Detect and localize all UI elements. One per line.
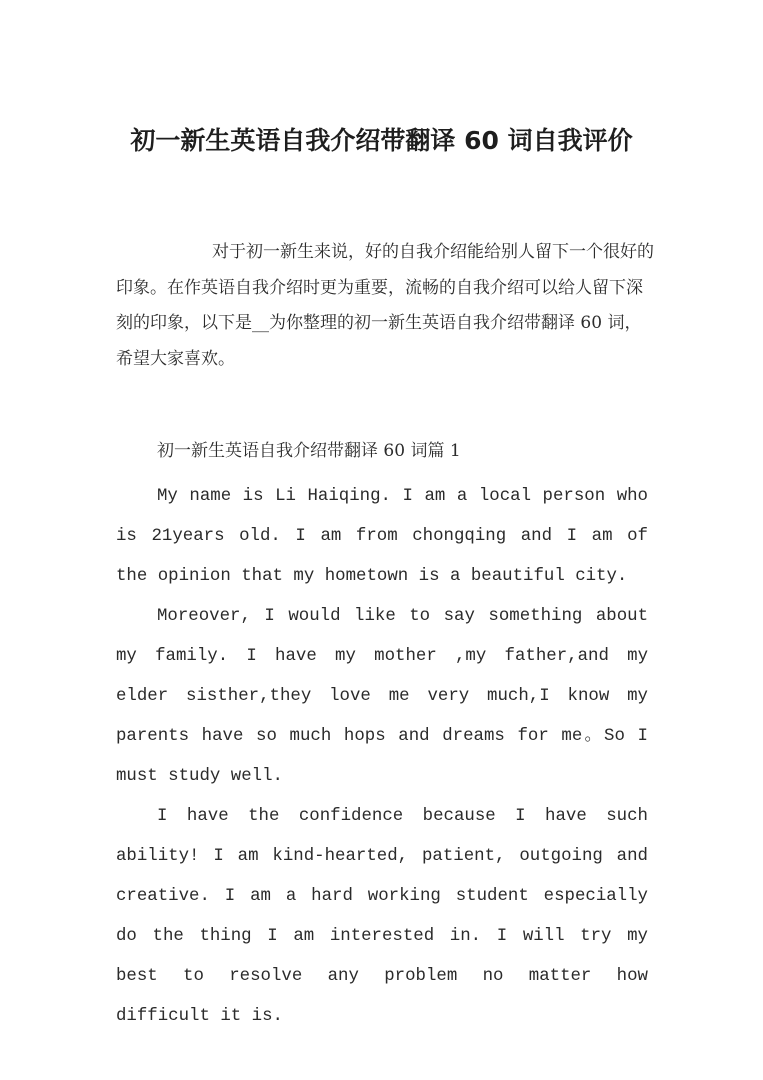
body-text	[116, 477, 648, 1037]
body-paragraph-3: I have the confidence because I have such ability! I am kind-hearted, patient, outgoing and creative. I am a hard working student especially do the thing I am interested in. I will try my best to resolve any problem no matter how difficult it is.	[116, 807, 648, 1026]
body-paragraph-2: Moreover, I would like to say something about my family. I have my mother ,my father,and my elder sisther,they love me very much,I know my parents have so much hops and dreams for me。So I must study well.	[116, 607, 648, 786]
document-title: 初一新生英语自我介绍带翻译 60 词自我评价	[130, 126, 633, 155]
section-heading: 初一新生英语自我介绍带翻译 60 词篇 1	[157, 441, 461, 461]
intro-paragraph: 对于初一新生来说，好的自我介绍能给别人留下一个很好的印象。在作英语自我介绍时更为重要，流畅的自我介绍可以给人留下深刻的印象，以下是__为你整理的初一新生英语自我介绍带翻译 60 词，希望大家喜欢。	[116, 242, 654, 369]
body-paragraph-1: My name is Li Haiqing. I am a local person who is 21years old. I am from chongqing and I am of the opinion that my hometown is a beautiful city.	[116, 487, 648, 586]
